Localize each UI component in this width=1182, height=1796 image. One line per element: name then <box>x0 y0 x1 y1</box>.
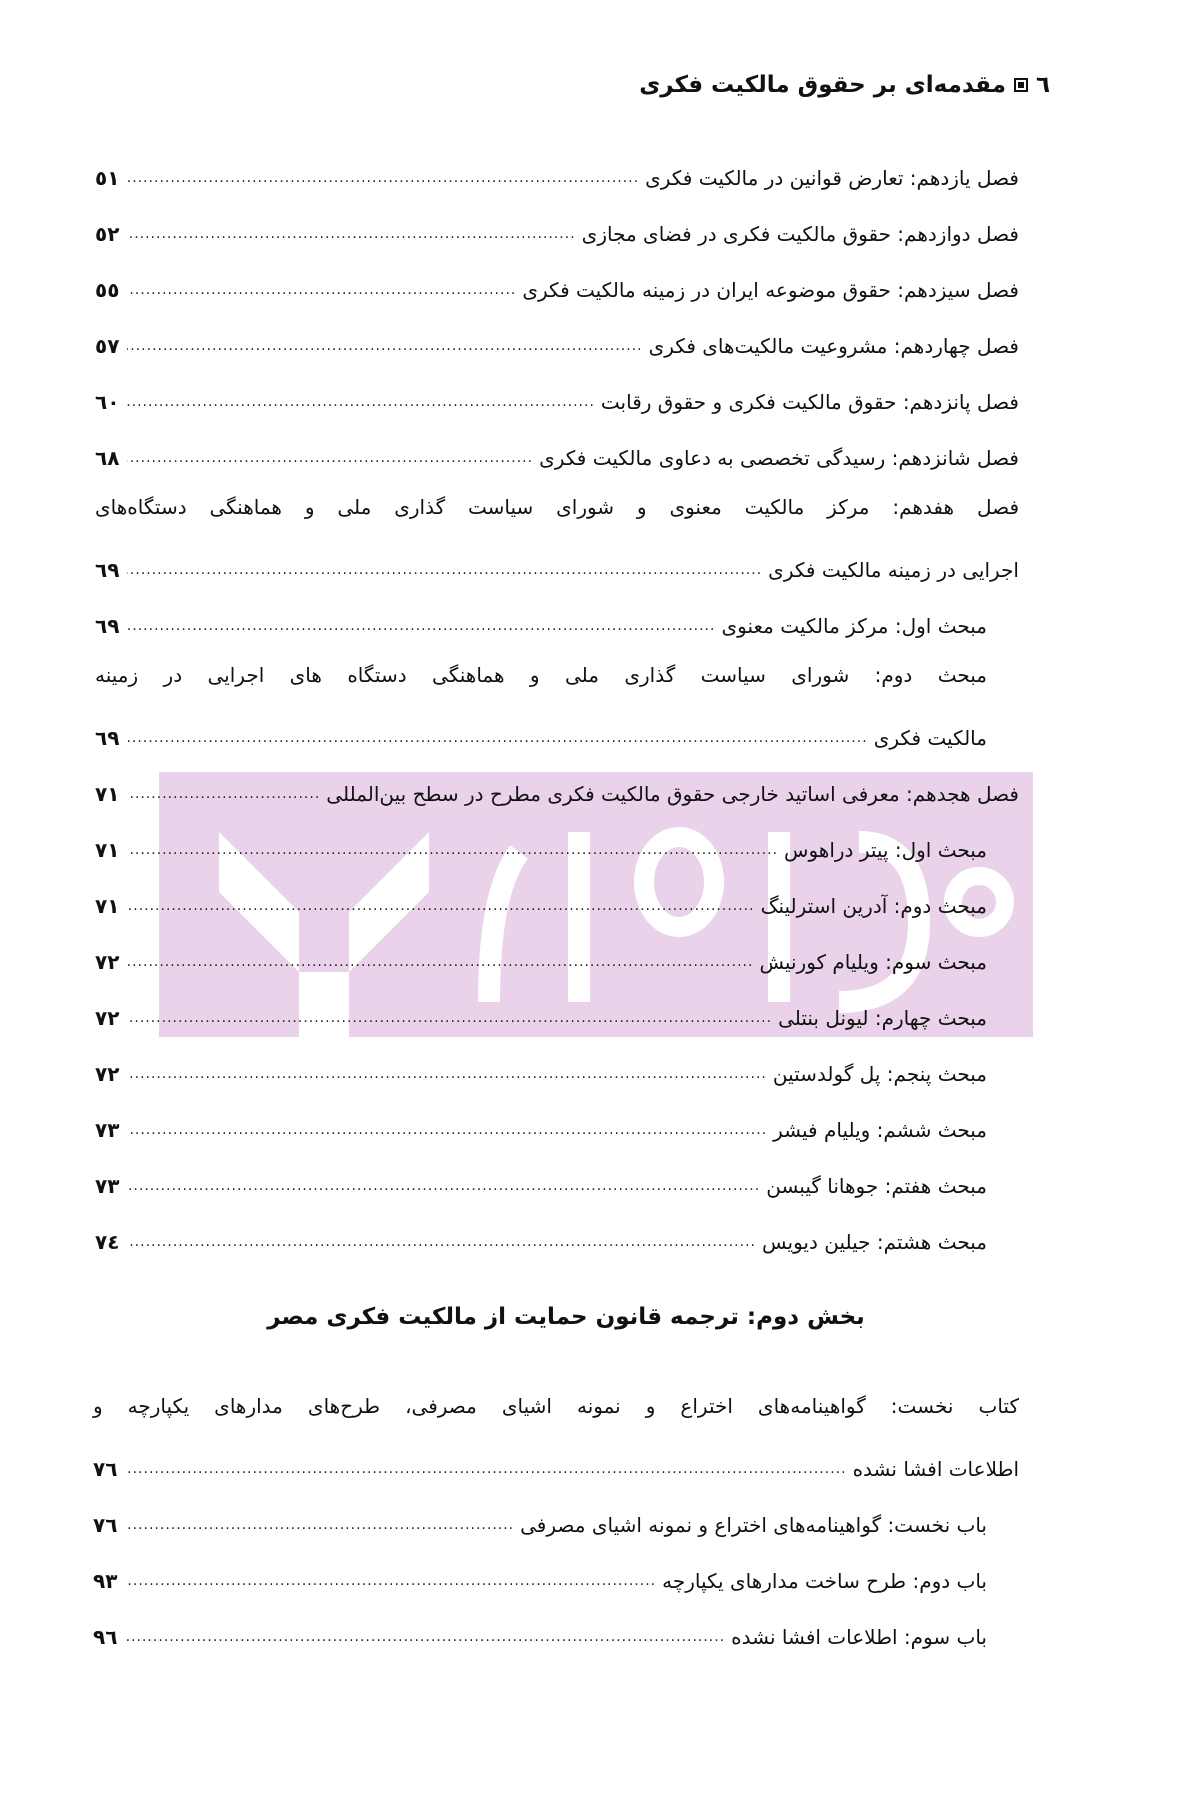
toc-page-number: ٥٥ <box>95 278 120 302</box>
toc-entry <box>95 374 1019 430</box>
toc-page-number: ٦٩ <box>95 726 120 750</box>
toc-page-number: ٦٩ <box>95 558 120 582</box>
dot-leader <box>127 1053 767 1095</box>
dot-leader <box>125 1560 656 1602</box>
toc-entry <box>95 1046 1019 1102</box>
page-number: ٦ <box>1035 72 1050 98</box>
toc-entry <box>95 150 1019 206</box>
toc-page-number: ٦٨ <box>95 446 120 470</box>
toc-page-number: ٧٣ <box>95 1118 120 1142</box>
toc-entry <box>95 990 1019 1046</box>
toc-entry-title: مبحث چهارم: لیونل بنتلی <box>778 1006 987 1030</box>
dot-leader <box>127 1165 760 1207</box>
dot-leader <box>127 717 868 759</box>
toc-page-number: ٧٢ <box>95 1006 120 1030</box>
toc-entry-title: فصل هفدهم: مرکز مالکیت معنوی و شورای سیاست گذاری ملی و هماهنگی دستگاه‌های <box>95 495 1019 519</box>
toc-entry-title: اجرایی در زمینه مالکیت فکری <box>768 558 1019 582</box>
toc-entry-title: مبحث ششم: ویلیام فیشر <box>773 1118 987 1142</box>
toc-entry <box>95 934 1019 990</box>
dot-leader <box>127 269 516 311</box>
book-title: مقدمه‌ای بر حقوق مالکیت فکری <box>639 72 1006 98</box>
toc-entry <box>95 766 1019 822</box>
square-bullet-icon <box>1014 78 1028 92</box>
toc-entry-title: فصل سیزدهم: حقوق موضوعه ایران در زمینه مالکیت فکری <box>522 278 1019 302</box>
toc-entry-title: فصل یازدهم: تعارض قوانین در مالکیت فکری <box>645 166 1019 190</box>
toc-page-number: ٧٦ <box>93 1513 118 1537</box>
toc-page-number: ٥١ <box>95 166 120 190</box>
dot-leader <box>127 213 576 255</box>
dot-leader <box>127 1109 767 1151</box>
toc-entry <box>93 1385 1019 1441</box>
dot-leader <box>127 549 762 591</box>
dot-leader <box>127 997 772 1039</box>
toc-entry-title: مبحث سوم: ویلیام کورنیش <box>759 950 987 974</box>
toc-page-number: ٧١ <box>95 894 120 918</box>
toc-entry <box>95 822 1019 878</box>
toc-page-number: ٩٣ <box>93 1569 118 1593</box>
toc-page-number: ٦٩ <box>95 614 120 638</box>
toc-entry-title: فصل چهاردهم: مشروعیت مالکیت‌های فکری <box>648 334 1019 358</box>
toc-entry <box>95 598 1019 654</box>
toc-entry <box>93 1497 1019 1553</box>
dot-leader <box>127 437 533 479</box>
dot-leader <box>127 773 320 815</box>
toc-entry-title: باب سوم: اطلاعات افشا نشده <box>731 1625 987 1649</box>
dot-leader <box>127 605 715 647</box>
toc-entry-title: مبحث دوم: شورای سیاست گذاری ملی و هماهنگی دستگاه های اجرایی در زمینه <box>95 663 987 687</box>
toc-entry-title: باب دوم: طرح ساخت مدارهای یکپارچه <box>662 1569 987 1593</box>
toc-entry-title: مبحث پنجم: پل گولدستین <box>772 1062 987 1086</box>
toc-page-number: ٥٧ <box>95 334 120 358</box>
dot-leader <box>127 381 595 423</box>
toc-entry <box>93 1553 1019 1609</box>
toc-entry-title: کتاب نخست: گواهینامه‌های اختراع و نمونه اشیای مصرفی، طرح‌های مدارهای یکپارچه و <box>93 1394 1019 1418</box>
toc-entry <box>95 710 1019 766</box>
dot-leader <box>127 885 755 927</box>
toc-entry-title: مبحث اول: پیتر دراهوس <box>784 838 987 862</box>
toc-entry-title: مالکیت فکری <box>873 726 987 750</box>
toc-entry-title: مبحث دوم: آدرین استرلینگ <box>760 894 987 918</box>
toc-entry <box>95 486 1019 542</box>
toc-entry-title: فصل پانزدهم: حقوق مالکیت فکری و حقوق رقابت <box>600 390 1019 414</box>
toc-entry <box>95 430 1019 486</box>
dot-leader <box>127 829 778 871</box>
toc-entry-title: فصل هجدهم: معرفی اساتید خارجی حقوق مالکیت فکری مطرح در سطح بین‌المللی <box>326 782 1019 806</box>
table-of-contents-part-two <box>93 1385 1019 1665</box>
toc-page-number: ٦٠ <box>95 390 120 414</box>
toc-entry <box>93 1441 1019 1497</box>
toc-page-number: ٧٤ <box>95 1230 120 1254</box>
dot-leader <box>125 1504 514 1546</box>
dot-leader <box>127 325 643 367</box>
toc-entry <box>95 654 1019 710</box>
toc-entry <box>95 1158 1019 1214</box>
toc-entry-title: مبحث هشتم: جیلین دیویس <box>762 1230 987 1254</box>
toc-entry <box>93 1609 1019 1665</box>
toc-entry <box>95 878 1019 934</box>
toc-page-number: ٧٢ <box>95 1062 120 1086</box>
toc-page-number: ٧١ <box>95 838 120 862</box>
toc-entry <box>95 318 1019 374</box>
dot-leader <box>127 941 753 983</box>
dot-leader <box>125 1448 847 1490</box>
toc-entry-title: فصل شانزدهم: رسیدگی تخصصی به دعاوی مالکیت فکری <box>539 446 1019 470</box>
section-heading: بخش دوم: ترجمه قانون حمایت از مالکیت فکری مصر <box>267 1304 865 1330</box>
running-header <box>639 72 1050 98</box>
toc-page-number: ٧٢ <box>95 950 120 974</box>
dot-leader <box>127 157 639 199</box>
toc-entry <box>95 542 1019 598</box>
toc-entry <box>95 262 1019 318</box>
toc-entry <box>95 1102 1019 1158</box>
dot-leader <box>125 1616 725 1658</box>
toc-page-number: ٥٢ <box>95 222 120 246</box>
toc-page-number: ٧١ <box>95 782 120 806</box>
toc-entry-title: مبحث هفتم: جوهانا گیبسن <box>766 1174 987 1198</box>
toc-page-number: ٧٣ <box>95 1174 120 1198</box>
toc-entry-title: اطلاعات افشا نشده <box>852 1457 1019 1481</box>
toc-entry-title: فصل دوازدهم: حقوق مالکیت فکری در فضای مجازی <box>581 222 1019 246</box>
toc-entry-title: باب نخست: گواهینامه‌های اختراع و نمونه اشیای مصرفی <box>520 1513 987 1537</box>
toc-page-number: ٩٦ <box>93 1625 118 1649</box>
table-of-contents <box>95 150 1019 1270</box>
toc-entry <box>95 206 1019 262</box>
toc-entry <box>95 1214 1019 1270</box>
toc-entry-title: مبحث اول: مرکز مالکیت معنوی <box>721 614 987 638</box>
toc-page-number: ٧٦ <box>93 1457 118 1481</box>
dot-leader <box>127 1221 756 1263</box>
